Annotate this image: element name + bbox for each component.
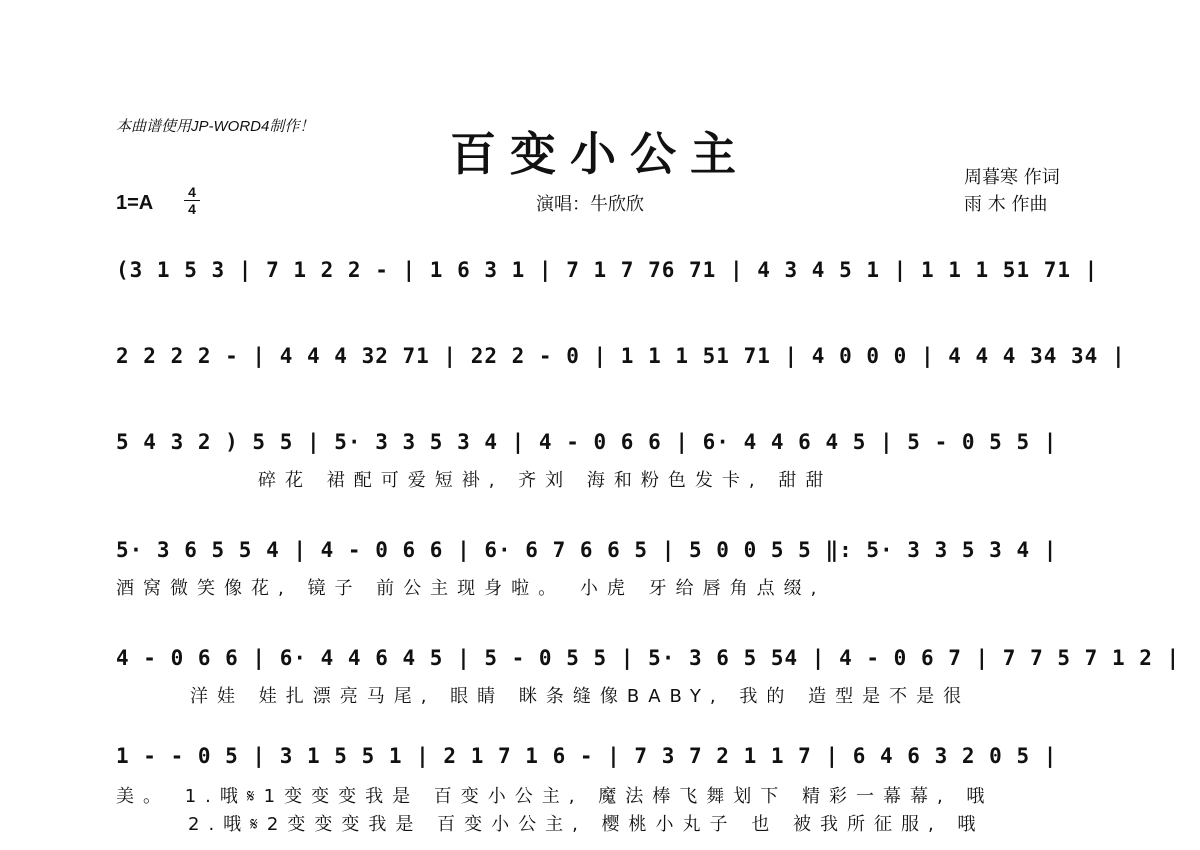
key-signature: 1=A bbox=[116, 192, 154, 214]
singer-credit: 演唱：牛欣欣 bbox=[536, 194, 644, 215]
song-title: 百变小公主 bbox=[450, 127, 750, 181]
time-signature bbox=[184, 184, 200, 217]
lyric-row-4: 酒窝微笑像花, 镜子 前公主现身啦。 小虎 牙给唇角点缀, bbox=[116, 578, 826, 599]
lyric-row-6-verse-1: 美。 1.哦𝄋1变变变我是 百变小公主, 魔法棒飞舞划下 精彩一幕幕, 哦 bbox=[116, 786, 994, 807]
score-row-1: (3 1 5 3 | 7 1 2 2 - | 1 6 3 1 | 7 1 7 76 71 | 4 3 4 5 1 | 1 1 1 51 71 | bbox=[116, 258, 1099, 282]
time-signature-top: 4 bbox=[188, 184, 196, 200]
software-credit: 本曲谱使用JP-WORD4制作！ bbox=[116, 118, 315, 135]
score-row-4: 5· 3 6 5 5 4 | 4 - 0 6 6 | 6· 6 7 6 6 5 | 5 0 0 5 5 ‖: 5· 3 3 5 3 4 | bbox=[116, 538, 1058, 562]
composer-credit: 雨 木 作曲 bbox=[964, 194, 1048, 215]
score-row-6: 1 - - 0 5 | 3 1 5 5 1 | 2 1 7 1 6 - | 7 3 7 2 1 1 7 | 6 4 6 3 2 0 5 | bbox=[116, 744, 1058, 768]
lyricist-credit: 周暮寒 作词 bbox=[964, 167, 1060, 188]
score-row-2: 2 2 2 2 - | 4 4 4 32 71 | 22 2 - 0 | 1 1 1 51 71 | 4 0 0 0 | 4 4 4 34 34 | bbox=[116, 344, 1126, 368]
score-row-5: 4 - 0 6 6 | 6· 4 4 6 4 5 | 5 - 0 5 5 | 5· 3 6 5 54 | 4 - 0 6 7 | 7 7 5 7 1 2 | bbox=[116, 646, 1181, 670]
lyric-row-3: 碎花 裙配可爱短褂, 齐刘 海和粉色发卡, 甜甜 bbox=[258, 470, 833, 491]
lyric-row-5: 洋娃 娃扎漂亮马尾, 眼睛 眯条缝像BABY, 我的 造型是不是很 bbox=[190, 686, 971, 707]
score-row-3: 5 4 3 2 ) 5 5 | 5· 3 3 5 3 4 | 4 - 0 6 6 | 6· 4 4 6 4 5 | 5 - 0 5 5 | bbox=[116, 430, 1058, 454]
lyric-row-6-verse-2: 2.哦𝄋2变变变我是 百变小公主, 樱桃小丸子 也 被我所征服, 哦 bbox=[188, 814, 985, 835]
time-signature-bottom: 4 bbox=[188, 201, 196, 217]
